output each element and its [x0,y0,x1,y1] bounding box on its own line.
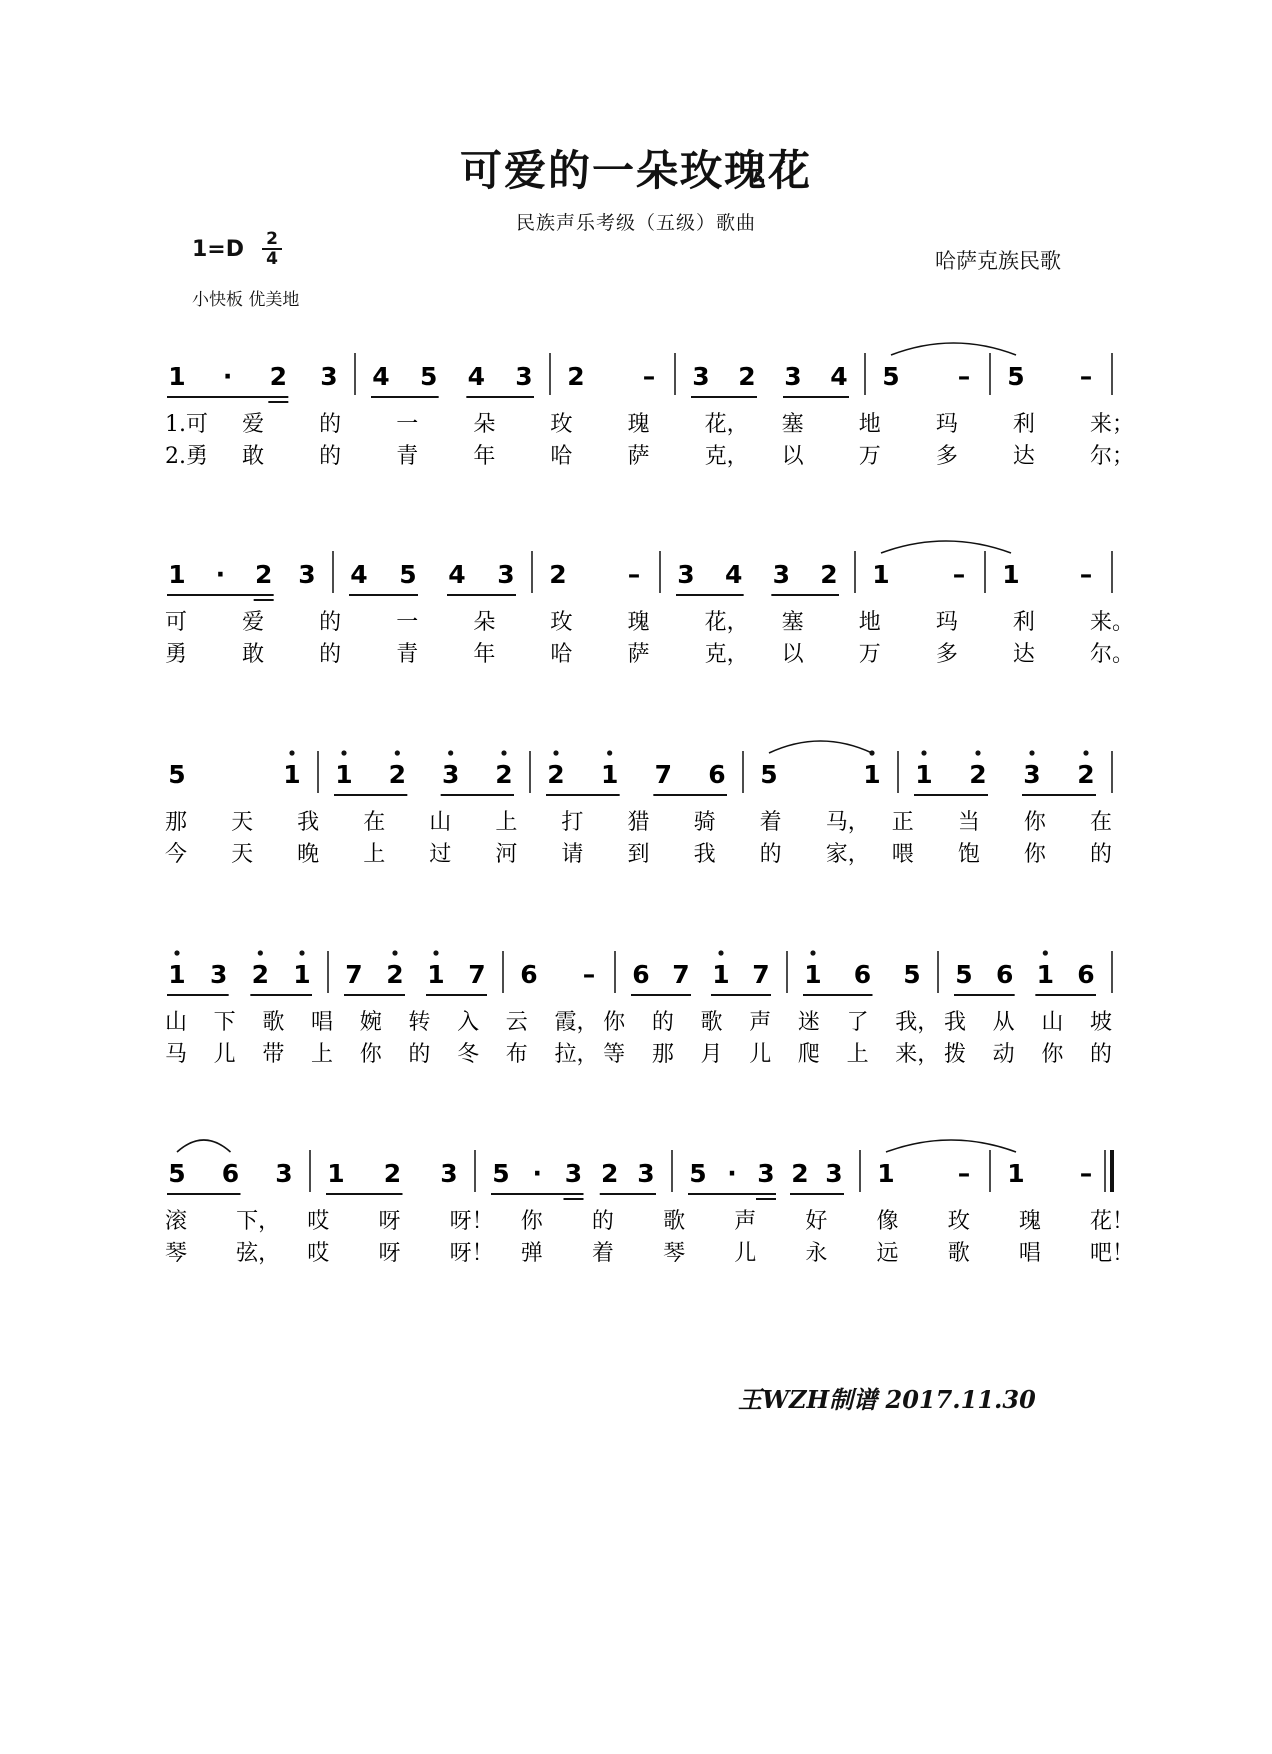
note: 7 [654,760,673,789]
lyric-syllable: 请 [561,842,584,867]
note: 2 [386,960,404,989]
note: 3 [441,760,460,789]
note: 3 [692,362,710,391]
lyric-syllable: 呀 [378,1241,401,1266]
lyric-syllable: 歌 [700,1010,723,1035]
note: 1 [168,560,186,589]
lyric-syllable: 哎 [307,1241,330,1266]
note: 1 [877,1159,895,1188]
lyric-syllable: 以 [781,642,804,667]
high-octave-dot [395,750,400,755]
note: 1 [293,960,311,989]
lyric-syllable: 花！ [1090,1209,1135,1234]
lyric-syllable: 正 [891,810,914,835]
lyric-syllable: 那 [165,810,188,835]
lyric-syllable: 我， [895,1010,940,1035]
lyric-syllable: 萨 [627,444,650,469]
lyric-syllable: 歌 [947,1241,970,1266]
lyric-syllable: 声 [734,1209,757,1234]
note: 3 [515,362,533,391]
lyric-syllable: 歌 [262,1010,285,1035]
note: 2 [547,760,565,789]
lyric-syllable: 上 [311,1042,334,1067]
lyric-syllable: 当 [957,810,980,835]
dash-note: – [957,1159,971,1188]
note: 6 [995,960,1014,989]
lyric-syllable: 带 [262,1042,285,1067]
lyric-syllable: 滚 [165,1209,188,1234]
lyric-syllable: 地 [858,412,881,437]
note: 6 [708,760,726,789]
note: 1 [168,960,186,989]
note: 2 [567,362,585,391]
note: 4 [830,362,848,391]
high-octave-dot [341,750,346,755]
high-octave-dot [607,750,612,755]
lyric-syllable: 我 [943,1010,966,1035]
note: 5 [419,362,438,391]
tie-arc [886,1140,1016,1152]
dash-note: – [957,362,971,391]
note: 5 [955,960,973,989]
note: 5 [760,760,778,789]
note: 3 [677,560,695,589]
lyric-syllable: 拉， [554,1042,599,1067]
note: 4 [467,362,486,391]
note: 5 [882,362,900,391]
dash-note: – [582,960,596,989]
lyric-syllable: 马， [825,810,870,835]
augmentation-dot: · [222,362,233,391]
lyric-syllable: 利 [1012,412,1035,437]
lyric-syllable: 云 [505,1010,528,1035]
lyric-syllable: 玛 [935,610,958,635]
lyric-syllable: 山 [429,810,452,835]
note: 2 [251,960,270,989]
lyric-syllable: 瑰 [627,412,650,437]
lyric-syllable: 婉 [359,1010,382,1035]
lyric-syllable: 了 [846,1010,869,1035]
note: 2 [738,362,756,391]
lyric-syllable: 弦， [236,1241,281,1266]
lyric-syllable: 朵 [473,412,496,437]
lyric-syllable: 玫 [947,1209,970,1234]
note: 5 [168,1159,186,1188]
lyric-syllable: 爱 [242,412,265,437]
time-signature-bottom: 4 [266,249,278,269]
lyric-syllable: 上 [495,810,518,835]
high-octave-dot [258,950,263,955]
lyric-syllable: 克， [704,642,749,667]
note: 3 [772,560,791,589]
lyric-syllable: 的 [759,842,782,867]
lyric-syllable: 从 [992,1010,1015,1035]
lyric-syllable: 青 [396,642,419,667]
lyric-syllable: 呀！ [449,1209,494,1234]
note: 6 [1077,960,1095,989]
note: 7 [345,960,363,989]
lyric-syllable: 可 [165,610,188,635]
lyric-syllable: 2.勇 [165,444,208,469]
lyric-syllable: 达 [1012,642,1035,667]
lyric-syllable: 的 [1090,842,1113,867]
lyric-syllable: 在 [1090,810,1113,835]
note: 2 [549,560,567,589]
lyric-syllable: 着 [759,810,782,835]
lyric-syllable: 入 [457,1010,480,1035]
lyric-syllable: 你 [1041,1042,1064,1067]
lyric-syllable: 1.可 [165,412,208,437]
lyric-syllable: 歌 [663,1209,686,1234]
note: 3 [1023,760,1041,789]
note: 1 [712,960,730,989]
lyric-syllable: 月 [700,1042,723,1067]
lyric-syllable: 远 [876,1241,899,1266]
lyric-syllable: 今 [165,842,188,867]
time-signature-top: 2 [262,230,282,250]
dash-note: – [627,560,641,589]
high-octave-dot [975,750,980,755]
note: 4 [350,560,368,589]
lyric-syllable: 下， [236,1209,281,1234]
lyric-syllable: 哈 [550,444,573,469]
lyric-syllable: 的 [591,1209,614,1234]
note: 2 [969,760,987,789]
note: 1 [427,960,445,989]
lyric-syllable: 你 [359,1042,382,1067]
lyric-syllable: 唱 [311,1010,334,1035]
note: 6 [853,960,872,989]
dash-note: – [1079,1159,1093,1188]
dash-note: – [1079,560,1093,589]
lyric-syllable: 呀 [378,1209,401,1234]
lyric-syllable: 花， [704,412,749,437]
lyric-syllable: 地 [858,610,881,635]
lyric-syllable: 马 [165,1042,188,1067]
note: 3 [784,362,802,391]
lyric-syllable: 我 [693,842,716,867]
lyric-syllable: 儿 [734,1241,757,1266]
high-octave-dot [433,950,438,955]
lyric-syllable: 塞 [781,610,804,635]
note: 3 [320,362,338,391]
note: 3 [298,560,316,589]
lyric-syllable: 年 [473,444,496,469]
high-octave-dot [501,750,506,755]
lyric-syllable: 青 [396,444,419,469]
high-octave-dot [392,950,397,955]
note: 2 [388,760,407,789]
note: 2 [820,560,838,589]
lyric-syllable: 琴 [663,1241,686,1266]
lyric-syllable: 花， [704,610,749,635]
high-octave-dot [921,750,926,755]
lyric-syllable: 上 [363,842,386,867]
note: 1 [1036,960,1055,989]
lyric-syllable: 天 [231,810,254,835]
note: 3 [275,1159,293,1188]
lyric-syllable: 下 [213,1010,236,1035]
note: 3 [209,960,228,989]
lyric-syllable: 坡 [1090,1010,1113,1035]
lyric-syllable: 吧！ [1090,1241,1135,1266]
lyric-syllable: 在 [363,810,386,835]
lyric-syllable: 喂 [891,842,914,867]
note: 3 [497,560,515,589]
lyric-syllable: 来， [895,1042,940,1067]
high-octave-dot [718,950,723,955]
high-octave-dot [289,750,294,755]
note: 3 [825,1159,843,1188]
lyric-syllable: 瑰 [1018,1209,1041,1234]
lyric-syllable: 呀！ [449,1241,494,1266]
note: 1 [1002,560,1020,589]
lyric-syllable: 你 [1023,810,1046,835]
lyric-syllable: 打 [561,810,584,835]
note: 5 [689,1159,707,1188]
lyric-syllable: 一 [396,610,419,635]
lyric-syllable: 山 [1041,1010,1064,1035]
note: 7 [468,960,486,989]
note: 2 [254,560,273,589]
note: 1 [327,1159,345,1188]
dash-note: – [642,362,656,391]
lyric-syllable: 你 [520,1209,543,1234]
note: 3 [440,1159,458,1188]
lyric-syllable: 河 [495,842,518,867]
lyric-syllable: 萨 [627,642,650,667]
note: 5 [1007,362,1025,391]
lyric-syllable: 儿 [749,1042,772,1067]
lyric-syllable: 朵 [473,610,496,635]
lyric-syllable: 来。 [1090,610,1135,635]
lyric-syllable: 动 [992,1042,1015,1067]
lyric-syllable: 猎 [627,810,650,835]
song-subtitle: 民族声乐考级（五级）歌曲 [515,212,756,234]
lyric-syllable: 克， [704,444,749,469]
lyric-syllable: 声 [749,1010,772,1035]
lyric-syllable: 弹 [520,1241,543,1266]
lyric-syllable: 的 [319,444,342,469]
lyric-syllable: 等 [603,1042,626,1067]
lyric-syllable: 敢 [242,444,265,469]
tie-arc [891,343,1016,355]
lyric-syllable: 我 [297,810,320,835]
lyric-syllable: 骑 [693,810,716,835]
note: 6 [221,1159,240,1188]
lyric-syllable: 山 [165,1010,188,1035]
note: 1 [872,560,890,589]
high-octave-dot [1083,750,1088,755]
tie-arc [881,541,1011,553]
lyric-syllable: 的 [319,642,342,667]
lyric-syllable: 拨 [943,1042,966,1067]
note: 2 [495,760,513,789]
lyric-syllable: 的 [319,412,342,437]
tie-arc [177,1140,231,1152]
lyric-syllable: 天 [231,842,254,867]
note: 5 [903,960,921,989]
note: 2 [269,362,288,391]
lyric-syllable: 万 [858,642,881,667]
lyric-syllable: 哈 [550,642,573,667]
dash-note: – [1079,362,1093,391]
note: 1 [915,760,933,789]
lyric-syllable: 琴 [165,1241,188,1266]
lyric-syllable: 你 [603,1010,626,1035]
lyric-syllable: 瑰 [627,610,650,635]
lyric-syllable: 年 [473,642,496,667]
lyric-syllable: 家， [825,842,870,867]
high-octave-dot [299,950,304,955]
lyric-syllable: 达 [1012,444,1035,469]
lyric-syllable: 尔； [1090,444,1135,469]
tie-arc [769,741,872,753]
augmentation-dot: · [532,1159,542,1188]
lyric-syllable: 爱 [242,610,265,635]
key-signature: 1=D [192,237,245,262]
note: 5 [399,560,417,589]
note: 1 [168,362,186,391]
note: 5 [492,1159,510,1188]
lyric-syllable: 的 [319,610,342,635]
note: 2 [601,1159,619,1188]
note: 6 [632,960,650,989]
lyric-syllable: 多 [935,444,958,469]
lyric-syllable: 饱 [957,842,980,867]
note: 2 [1077,760,1095,789]
note: 1 [600,760,619,789]
high-octave-dot [1029,750,1034,755]
note: 1 [283,760,301,789]
lyric-syllable: 来； [1090,412,1135,437]
tempo-marking: 小快板 优美地 [192,290,300,310]
composer-credit: 哈萨克族民歌 [935,249,1061,273]
augmentation-dot: · [727,1159,737,1188]
lyric-syllable: 玫 [550,412,573,437]
note: 5 [168,760,186,789]
note: 2 [383,1159,402,1188]
transcriber-credit: 王WZH制谱 2017.11.30 [738,1385,1036,1414]
lyric-syllable: 以 [781,444,804,469]
lyric-syllable: 过 [429,842,452,867]
lyric-syllable: 冬 [457,1042,480,1067]
lyric-syllable: 上 [846,1042,869,1067]
lyric-syllable: 霞， [554,1010,599,1035]
note: 1 [335,760,353,789]
note: 7 [672,960,690,989]
note: 1 [1007,1159,1025,1188]
lyric-syllable: 那 [651,1042,674,1067]
lyric-syllable: 的 [651,1010,674,1035]
high-octave-dot [1043,950,1048,955]
lyric-syllable: 儿 [213,1042,236,1067]
high-octave-dot [553,750,558,755]
note: 3 [564,1159,583,1188]
note: 3 [637,1159,655,1188]
lyric-syllable: 尔。 [1090,642,1135,667]
lyric-syllable: 爬 [797,1042,820,1067]
lyric-syllable: 布 [505,1042,528,1067]
lyric-syllable: 好 [805,1209,828,1234]
dash-note: – [952,560,966,589]
lyric-syllable: 到 [627,842,650,867]
lyric-syllable: 迷 [797,1010,820,1035]
note: 6 [520,960,538,989]
note: 4 [448,560,466,589]
lyric-syllable: 的 [408,1042,431,1067]
lyric-syllable: 的 [1090,1042,1113,1067]
high-octave-dot [448,750,453,755]
lyric-syllable: 转 [408,1010,431,1035]
lyric-syllable: 敢 [242,642,265,667]
lyric-syllable: 哎 [307,1209,330,1234]
note: 4 [724,560,743,589]
note: 7 [752,960,770,989]
lyric-syllable: 玫 [550,610,573,635]
note: 3 [757,1159,775,1188]
lyric-syllable: 永 [805,1241,828,1266]
lyric-syllable: 晚 [297,842,320,867]
note: 2 [791,1159,809,1188]
high-octave-dot [174,950,179,955]
lyric-syllable: 着 [591,1241,614,1266]
note: 4 [372,362,390,391]
lyric-syllable: 勇 [165,642,188,667]
lyric-syllable: 塞 [781,412,804,437]
note: 1 [804,960,822,989]
lyric-syllable: 玛 [935,412,958,437]
lyric-syllable: 万 [858,444,881,469]
lyric-syllable: 像 [876,1209,899,1234]
lyric-syllable: 利 [1012,610,1035,635]
lyric-syllable: 一 [396,412,419,437]
note: 1 [863,760,881,789]
lyric-syllable: 多 [935,642,958,667]
augmentation-dot: · [215,560,226,589]
high-octave-dot [810,950,815,955]
song-title: 可爱的一朵玫瑰花 [459,146,812,195]
lyric-syllable: 唱 [1018,1241,1041,1266]
lyric-syllable: 你 [1023,842,1046,867]
